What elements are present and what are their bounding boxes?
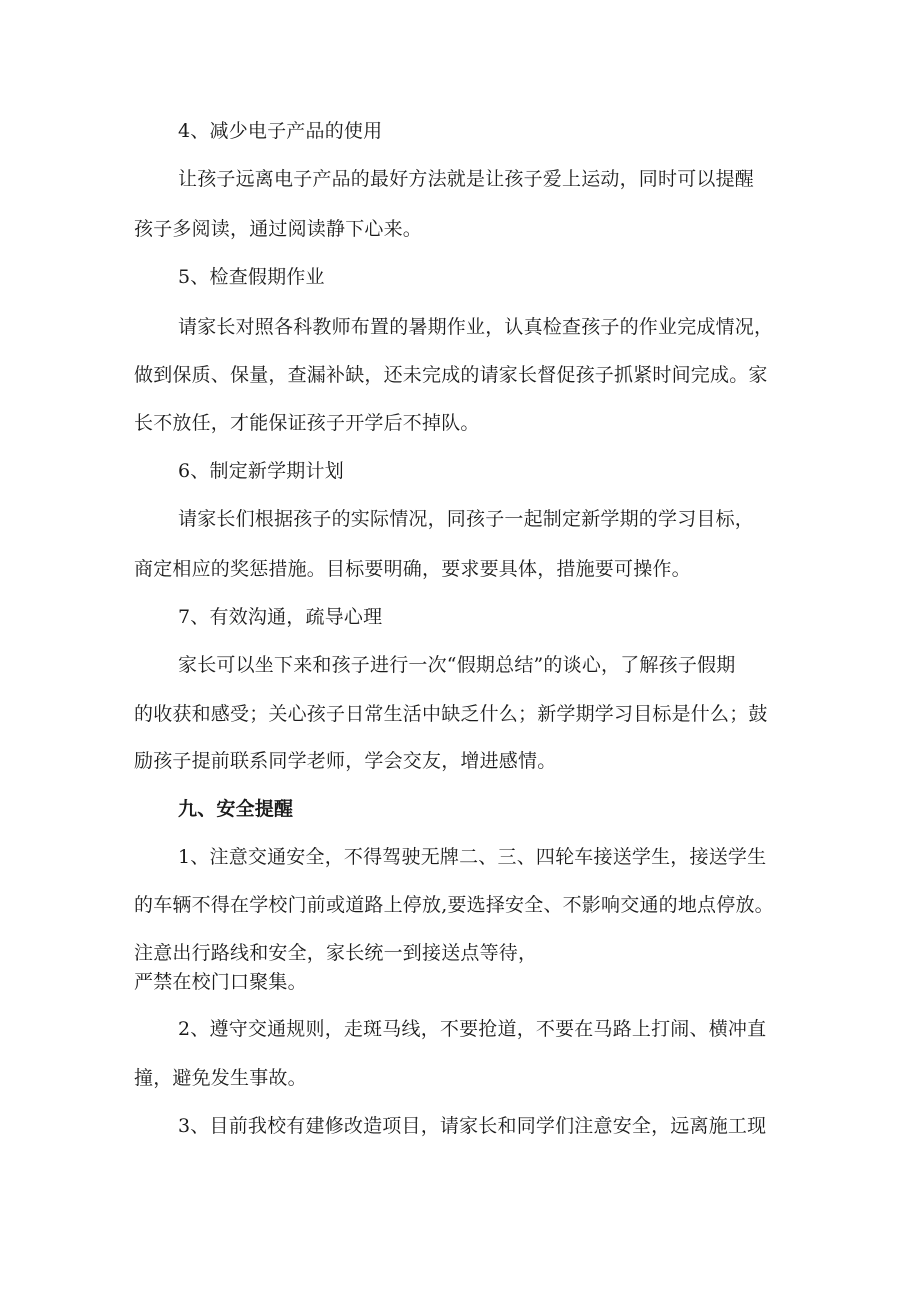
heading-check-homework: 5、检查假期作业 bbox=[178, 266, 325, 288]
heading-reduce-electronics: 4、减少电子产品的使用 bbox=[178, 120, 383, 142]
heading-effective-communication: 7、有效沟通，疏导心理 bbox=[178, 606, 383, 628]
paragraph-line: 3、目前我校有建修改造项目，请家长和同学们注意安全，远离施工现 bbox=[178, 1115, 767, 1137]
paragraph-line: 2、遵守交通规则，走斑马线，不要抢道，不要在马路上打闹、横冲直 bbox=[178, 1018, 767, 1040]
paragraph-line: 严禁在校门口聚集。 bbox=[134, 971, 307, 993]
paragraph-line: 长不放任，才能保证孩子开学后不掉队。 bbox=[134, 412, 480, 434]
paragraph-line: 做到保质、保量，查漏补缺，还未完成的请家长督促孩子抓紧时间完成。家 bbox=[134, 364, 768, 386]
heading-new-semester-plan: 6、制定新学期计划 bbox=[178, 460, 344, 482]
paragraph-line: 励孩子提前联系同学老师，学会交友，增进感情。 bbox=[134, 750, 557, 772]
paragraph-line: 的收获和感受；关心孩子日常生活中缺乏什么；新学期学习目标是什么；鼓 bbox=[134, 703, 768, 725]
paragraph-line: 让孩子远离电子产品的最好方法就是让孩子爱上运动，同时可以提醒 bbox=[178, 168, 755, 190]
paragraph-line: 请家长们根据孩子的实际情况，同孩子一起制定新学期的学习目标， bbox=[178, 508, 755, 530]
paragraph-line: 商定相应的奖惩措施。目标要明确，要求要具体，措施要可操作。 bbox=[134, 558, 691, 580]
paragraph-line: 1、注意交通安全，不得驾驶无牌二、三、四轮车接送学生，接送学生 bbox=[178, 846, 767, 868]
section-heading-safety: 九、安全提醒 bbox=[178, 798, 294, 820]
paragraph-line: 孩子多阅读，通过阅读静下心来。 bbox=[134, 218, 423, 240]
paragraph-line: 请家长对照各科教师布置的暑期作业，认真检查孩子的作业完成情况， bbox=[178, 316, 774, 338]
paragraph-line: 撞，避免发生事故。 bbox=[134, 1067, 307, 1089]
paragraph-line: 注意出行路线和安全，家长统一到接送点等待， bbox=[134, 942, 538, 964]
paragraph-line: 的车辆不得在学校门前或道路上停放,要选择安全、不影响交通的地点停放。 bbox=[134, 894, 774, 916]
paragraph-line: 家长可以坐下来和孩子进行一次“假期总结”的谈心，了解孩子假期 bbox=[178, 654, 736, 676]
